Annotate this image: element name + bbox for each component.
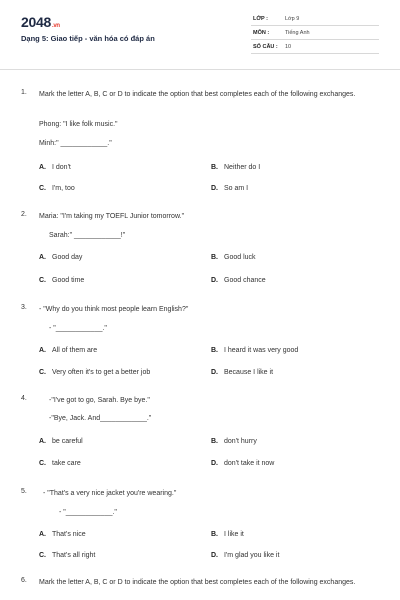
option-text: Good chance	[224, 277, 266, 284]
question-text: -"I've got to go, Sarah. Bye bye."	[49, 397, 150, 404]
option-text: That's nice	[52, 531, 86, 538]
meta-label: SỐ CÂU :	[253, 44, 278, 50]
option-b[interactable]	[211, 347, 298, 354]
question-line: - "____________."	[59, 509, 117, 516]
meta-value: Tiếng Anh	[285, 30, 310, 36]
option-letter: C.	[39, 552, 46, 559]
question-line: Minh:" ____________."	[39, 140, 112, 147]
option-letter: D.	[211, 369, 218, 376]
option-letter: D.	[211, 277, 218, 284]
option-b[interactable]	[211, 254, 256, 261]
meta-subject	[251, 27, 379, 40]
page-header	[0, 0, 400, 70]
question-text: - "Why do you think most people learn English?"	[39, 306, 189, 313]
option-letter: D.	[211, 460, 218, 467]
option-text: So am I	[224, 185, 249, 192]
option-c[interactable]	[39, 460, 81, 467]
option-letter: B.	[211, 347, 218, 354]
option-letter: D.	[211, 185, 218, 192]
worksheet-title: Dạng 5: Giao tiếp - văn hóa có đáp án	[21, 34, 155, 43]
option-letter: A.	[39, 164, 46, 171]
header-divider	[0, 69, 400, 70]
option-text: Neither do I	[224, 164, 261, 171]
option-letter: C.	[39, 369, 46, 376]
option-a[interactable]	[39, 164, 71, 171]
option-letter: C.	[39, 460, 46, 467]
option-letter: B.	[211, 254, 218, 261]
option-text: That's all right	[52, 552, 96, 559]
question-text: Maria: "I'm taking my TOEFL Junior tomorrow."	[39, 213, 185, 220]
option-text: I'm glad you like it	[224, 552, 280, 559]
option-text: Good luck	[224, 254, 256, 261]
meta-class	[251, 13, 379, 26]
question-number: 4.	[21, 395, 27, 402]
option-text: Because I like it	[224, 369, 274, 376]
option-text: I like it	[224, 531, 244, 538]
option-text: Good day	[52, 254, 83, 261]
option-d[interactable]	[211, 369, 273, 376]
option-letter: A.	[39, 438, 46, 445]
site-logo[interactable]	[21, 14, 60, 30]
option-d[interactable]	[211, 552, 279, 559]
option-letter: D.	[211, 552, 218, 559]
option-text: take care	[52, 460, 81, 467]
option-c[interactable]	[39, 277, 84, 284]
option-b[interactable]	[211, 531, 244, 538]
option-text: don't take it now	[224, 460, 275, 467]
question-number: 1.	[21, 89, 27, 96]
question-text: Mark the letter A, B, C or D to indicate the option that best completes each of the following exchanges.	[39, 91, 356, 98]
question-line: Phong: "I like folk music."	[39, 121, 118, 128]
option-a[interactable]	[39, 438, 83, 445]
meta-label: MÔN :	[253, 30, 270, 36]
option-letter: B.	[211, 164, 218, 171]
option-d[interactable]	[211, 185, 248, 192]
question-line: - "____________."	[49, 325, 107, 332]
option-a[interactable]	[39, 254, 82, 261]
option-d[interactable]	[211, 277, 266, 284]
option-b[interactable]	[211, 438, 257, 445]
meta-value: Lớp 9	[285, 16, 300, 22]
question-number: 2.	[21, 211, 27, 218]
question-number: 6.	[21, 577, 27, 584]
option-b[interactable]	[211, 164, 260, 171]
option-letter: C.	[39, 277, 46, 284]
logo-suffix: .vn	[51, 23, 60, 29]
meta-question-count	[251, 41, 379, 54]
option-a[interactable]	[39, 531, 86, 538]
option-c[interactable]	[39, 369, 150, 376]
question-text: Mark the letter A, B, C or D to indicate the option that best completes each of the following exchanges.	[39, 579, 356, 586]
option-d[interactable]	[211, 460, 274, 467]
option-letter: A.	[39, 531, 46, 538]
option-text: Good time	[52, 277, 85, 284]
meta-label: LỚP :	[253, 16, 268, 22]
question-number: 3.	[21, 304, 27, 311]
option-text: be careful	[52, 438, 83, 445]
option-letter: B.	[211, 438, 218, 445]
option-text: All of them are	[52, 347, 98, 354]
option-letter: A.	[39, 347, 46, 354]
option-letter: C.	[39, 185, 46, 192]
option-text: don't hurry	[224, 438, 257, 445]
option-text: I'm, too	[52, 185, 75, 192]
question-line: -"Bye, Jack. And____________."	[49, 415, 152, 422]
option-text: I heard it was very good	[224, 347, 299, 354]
question-text: - "That's a very nice jacket you're wearing."	[43, 490, 177, 497]
option-letter: B.	[211, 531, 218, 538]
option-text: Very often it's to get a better job	[52, 369, 151, 376]
option-letter: A.	[39, 254, 46, 261]
question-line: Sarah:" ____________!"	[49, 232, 126, 239]
question-number: 5.	[21, 488, 27, 495]
option-text: I don't	[52, 164, 71, 171]
option-a[interactable]	[39, 347, 97, 354]
option-c[interactable]	[39, 552, 95, 559]
option-c[interactable]	[39, 185, 75, 192]
logo-main: 2048	[21, 14, 51, 30]
meta-value: 10	[285, 44, 292, 50]
